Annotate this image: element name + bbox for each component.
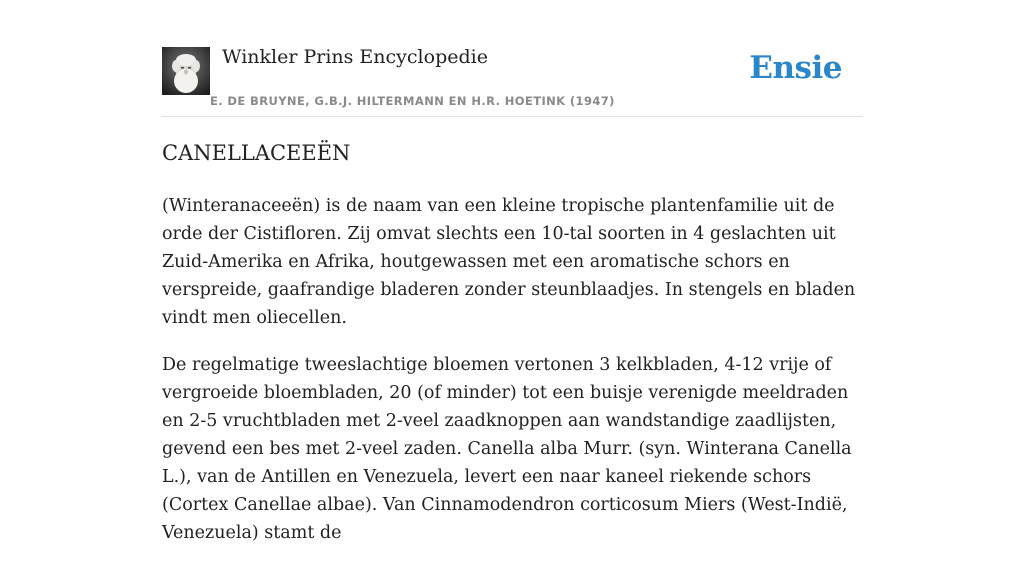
article-body xyxy=(162,192,862,566)
article-title: CANELLACEEËN xyxy=(162,141,351,165)
article-paragraph: (Winteranaceeën) is de naam van een kleine tropische plantenfamilie uit de orde der Cistifloren. Zij omvat slechts een 10-tal soorten in 4 geslachten uit Zuid-Amerika en Afrika, houtgewassen met een aromatische schors en verspreide, gaafrandige bladeren zonder steunblaadjes. In stengels en bladen vindt men oliecellen. xyxy=(162,196,856,328)
portrait-image xyxy=(162,47,210,95)
author-portrait-icon[interactable] xyxy=(162,47,210,95)
ensie-logo[interactable]: Ensie xyxy=(749,50,842,86)
publication-title[interactable]: Winkler Prins Encyclopedie xyxy=(222,46,488,68)
article-paragraph: De regelmatige tweeslachtige bloemen vertonen 3 kelkbladen, 4-12 vrije of vergroeide bloembladen, 20 (of minder) tot een buisje verenigde meeldraden en 2-5 vruchtbladen met 2-veel zaadknoppen aan wandstandige zaadlijsten, gevend een bes met 2-veel zaden. Canella alba Murr. (syn. Winterana Canella L.), van de Antillen en Venezuela, levert een naar kaneel riekende schors (Cortex Canellae albae). Van Cinnamodendron corticosum Miers (West-Indië, Venezuela) stamt de xyxy=(162,355,852,543)
page xyxy=(162,0,862,543)
header xyxy=(162,0,862,117)
publication-authors: E. DE BRUYNE, G.B.J. HILTERMANN EN H.R. HOETINK (1947) xyxy=(210,94,615,108)
